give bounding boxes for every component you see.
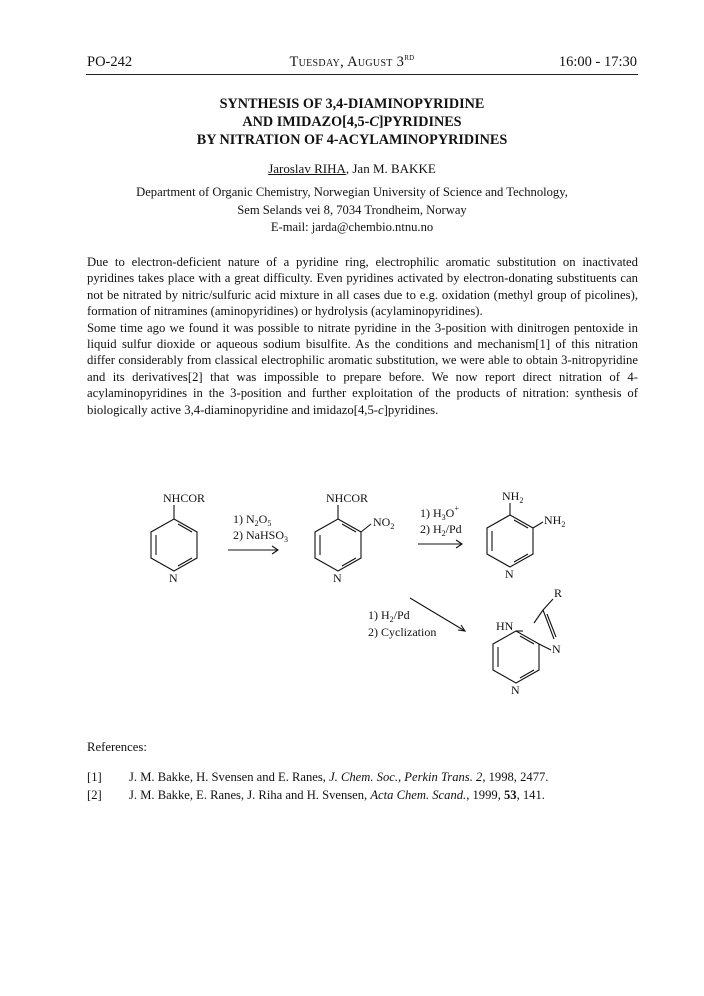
affiliation	[0, 184, 704, 237]
poster-code: PO-242	[87, 54, 133, 70]
diamine-ring-nitrogen: N	[505, 567, 514, 581]
session-time: 16:00 - 17:30	[558, 54, 637, 70]
header-rule	[86, 74, 638, 75]
affiliation-address: Sem Selands vei 8, 7034 Trondheim, Norway	[237, 202, 467, 217]
imidazopyridine-ring-nitrogen: N	[511, 683, 520, 697]
imidazole-n-label: N	[552, 642, 561, 656]
nitro-group-label: $NO_2$	[373, 515, 395, 531]
affiliation-department: Department of Organic Chemistry, Norwegian University of Science and Technology,	[136, 185, 568, 199]
abstract-paragraph-2: Some time ago we found it was possible to nitrate pyridine in the 3-position with dinitrogen pentoxide in liquid sulfur dioxide or aqueous sodium bisulfite. As the conditions and mechanism[1] of this nitration differ considerably from classical electrophilic aromatic substitution, we were able to obtain 3-nitropyridine and its derivatives[2] that was impossible to prepare before. We now report direct nitration of 4-acylaminopyridines in the 3-position and further exploitation of the products of nitration: synthesis of biologically active 3,4-diaminopyridine and imidazo[4,5-c]pyridines.	[87, 320, 638, 417]
title-line-3: BY NITRATION OF 4-ACYLAMINOPYRIDINES	[196, 132, 508, 148]
sm-ring-nitrogen: N	[169, 571, 178, 585]
abstract-body	[87, 254, 638, 418]
page-header	[0, 0, 704, 80]
affiliation-email: E-mail: jarda@chembio.ntnu.no	[270, 220, 434, 234]
intermediate-ring	[315, 505, 371, 571]
imidazole-r-label: R	[554, 586, 563, 600]
paper-title	[0, 95, 704, 149]
references-heading: References:	[87, 740, 147, 754]
imidazole-hn-label: HN	[496, 619, 514, 633]
int-substituent-label: NHCOR	[326, 491, 369, 505]
title-line-1: SYNTHESIS OF 3,4-DIAMINOPYRIDINE	[219, 96, 485, 112]
step1-reagent-1: 1) $N_2O_5$	[233, 512, 272, 528]
starting-material-ring	[151, 505, 197, 571]
authors	[0, 161, 704, 177]
diaminopyridine-ring	[487, 503, 543, 567]
presenting-author: Jaroslav RIHA	[268, 161, 346, 176]
reference-text: J. M. Bakke, E. Ranes, J. Riha and H. Svensen, Acta Chem. Scand., 1999, 53, 141.	[129, 788, 545, 802]
step3-reagent-2: 2) Cyclization	[368, 625, 437, 639]
title-line-2: AND IMIDAZO[4,5-C]PYRIDINES	[242, 114, 462, 130]
step1-reagent-2: 2) NaHSO$_3$	[233, 528, 288, 544]
amine-3-label: $NH_2$	[544, 513, 566, 529]
sm-substituent-label: NHCOR	[163, 491, 206, 505]
abstract-paragraph-1: Due to electron-deficient nature of a pyridine ring, electrophilic aromatic substitution on inactivated pyridines takes place with a great difficulty. Even pyridines activated by electron-donating substituents can not be nitrated by nitric/sulfuric acid mixture in all cases due to e.g. oxidation (methyl group of picolines), formation of nitramines (aminopyridines) or hydrolysis (acylaminopyridines).	[87, 255, 638, 319]
step2-reagent-2: 2) $H_2/Pd$	[420, 522, 462, 538]
references-list	[87, 770, 647, 806]
co-authors: , Jan M. BAKKE	[345, 161, 436, 176]
reaction-scheme-drawing	[120, 484, 600, 724]
reference-text: J. M. Bakke, H. Svensen and E. Ranes, J. Chem. Soc., Perkin Trans. 2, 1998, 2477.	[129, 770, 549, 784]
int-ring-nitrogen: N	[333, 571, 342, 585]
step3-reagent-1: 1) $H_2/Pd$	[368, 608, 410, 624]
step2-reagent-1: 1) $H_3O^+$	[420, 504, 459, 522]
reference-number: [1]	[87, 770, 102, 784]
reference-number: [2]	[87, 788, 102, 802]
reference-item	[87, 770, 647, 788]
imidazopyridine-rings	[493, 599, 556, 683]
reaction-scheme	[120, 484, 600, 724]
amine-4-label: $NH_2$	[502, 489, 524, 505]
reference-item	[87, 788, 647, 806]
session-date: Tuesday, August 3RD	[289, 54, 415, 70]
